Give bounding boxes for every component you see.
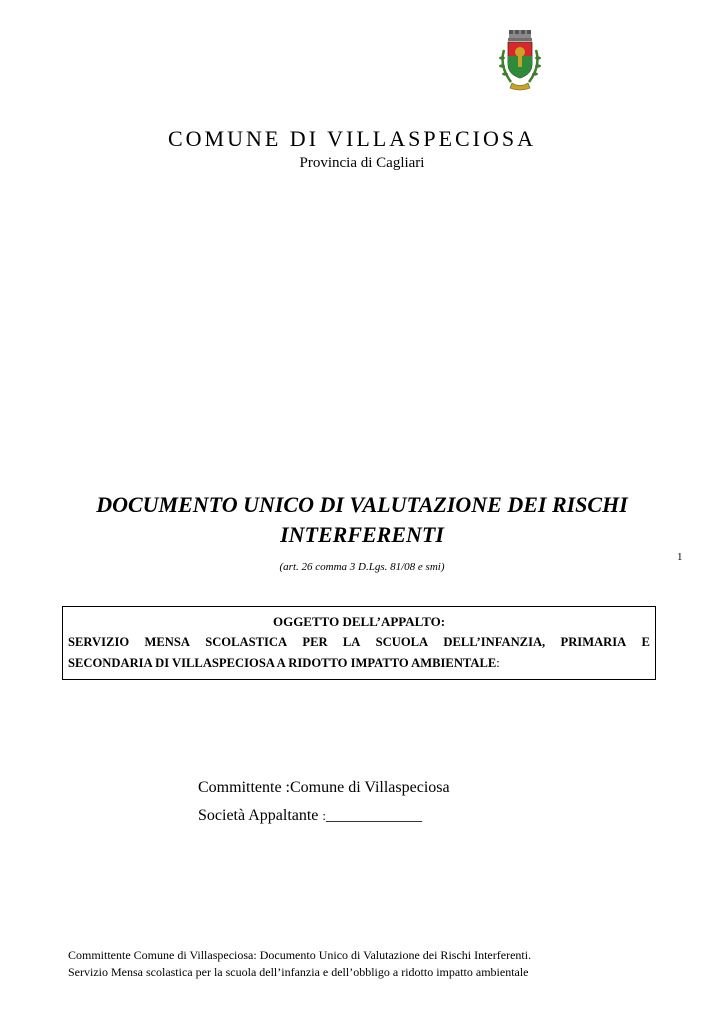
- contract-subject-line-1: [68, 632, 650, 653]
- contract-subject-word: PRIMARIA: [560, 635, 627, 649]
- contract-subject-box: [62, 606, 656, 680]
- contract-subject-word: SERVIZIO: [68, 635, 130, 649]
- contractor-label: Società Appaltante: [198, 807, 319, 824]
- document-title-line-2: INTERFERENTI: [280, 522, 444, 547]
- page-number: 1: [677, 551, 683, 563]
- municipality-title: COMUNE DI VILLASPECIOSA: [167, 126, 537, 151]
- contract-subject-line-2-colon: :: [496, 656, 500, 670]
- contractor-colon: :: [322, 808, 327, 823]
- page-footer: [68, 947, 531, 981]
- footer-line-2: Servizio Mensa scolastica per la scuola dell’infanzia e dell’obbligo a ridotto impatto ambientale: [68, 965, 529, 979]
- province-subtitle: Provincia di Cagliari: [299, 155, 425, 171]
- contract-subject-word: E: [641, 635, 650, 649]
- contract-subject-word: SCOLASTICA: [205, 635, 288, 649]
- contract-subject-line-2-text: SECONDARIA DI VILLASPECIOSA A RIDOTTO IMPATTO AMBIENTALE: [68, 656, 497, 670]
- contract-subject-heading: OGGETTO DELL’APPALTO:: [272, 614, 446, 629]
- contractor-blank: ____________: [326, 807, 423, 824]
- contract-subject-word: DELL’INFANZIA,: [443, 635, 546, 649]
- contract-subject-word: SCUOLA: [375, 635, 429, 649]
- contract-subject-word: PER: [302, 635, 328, 649]
- contract-subject-word: LA: [342, 635, 361, 649]
- contractor-line: [198, 804, 422, 828]
- document-title-line-1: DOCUMENTO UNICO DI VALUTAZIONE DEI RISCHI: [96, 492, 628, 517]
- client-line: Committente :Comune di Villaspeciosa: [198, 779, 450, 796]
- legal-reference: (art. 26 comma 3 D.Lgs. 81/08 e smi): [279, 561, 445, 573]
- municipal-crest-icon: [495, 28, 545, 94]
- document-title: [60, 490, 664, 550]
- contract-subject-word: MENSA: [144, 635, 190, 649]
- contract-subject-line-2: [68, 653, 650, 674]
- footer-line-1: Committente Comune di Villaspeciosa: Documento Unico di Valutazione dei Rischi Interferenti.: [68, 948, 532, 962]
